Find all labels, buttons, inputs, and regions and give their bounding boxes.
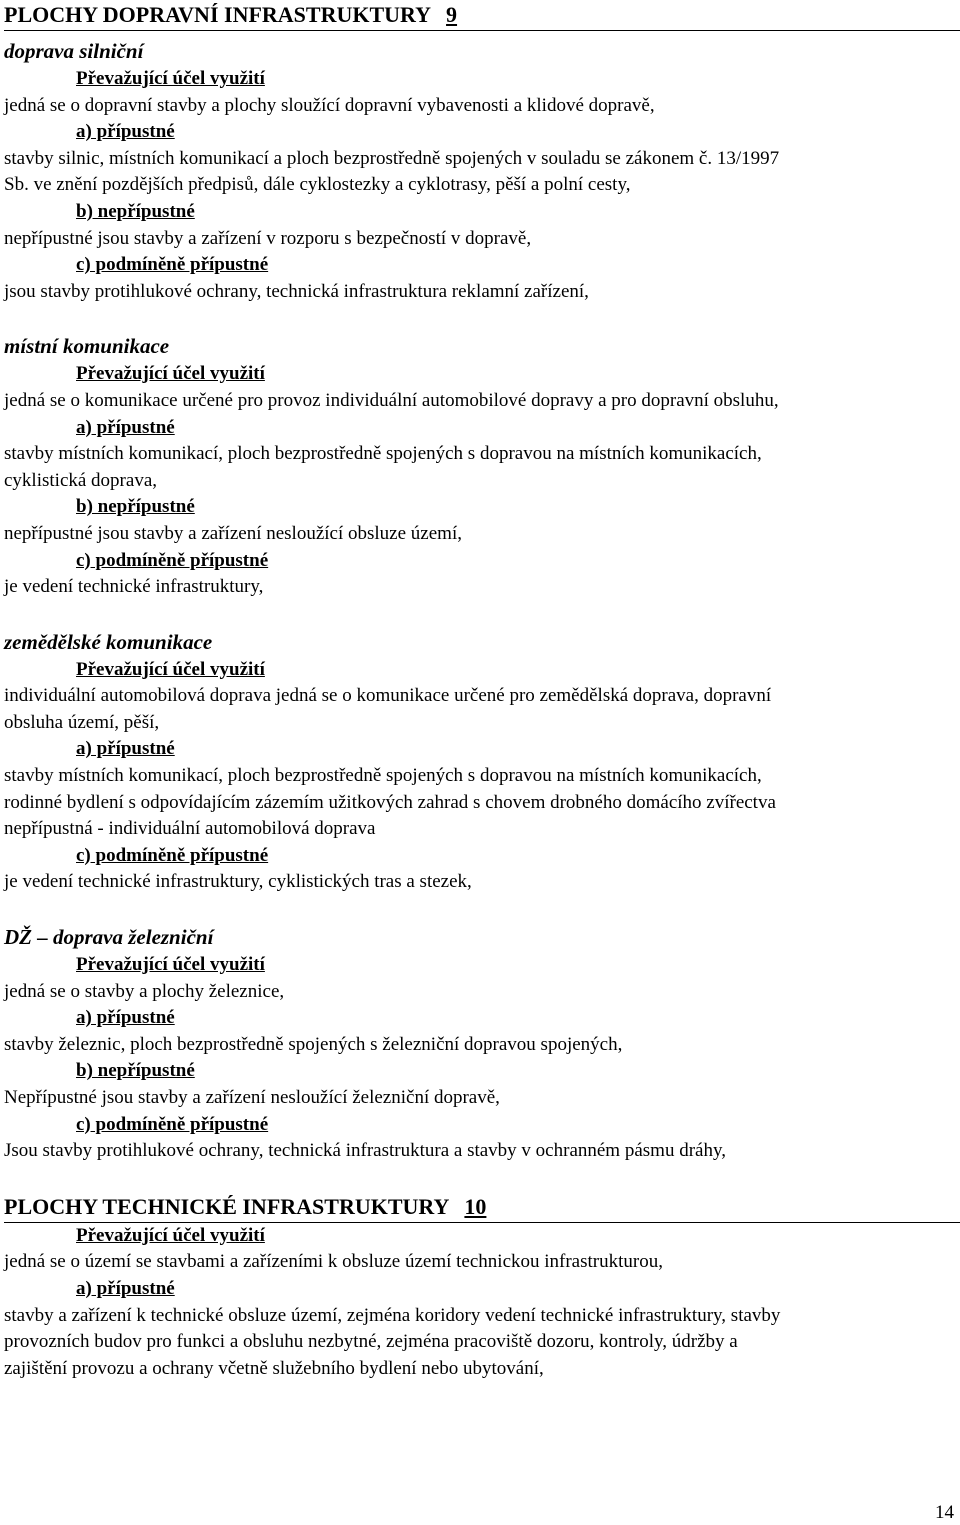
document-page bbox=[4, 0, 960, 1382]
allowed-label: a) přípustné bbox=[76, 738, 175, 760]
forbidden-label: b) nepřípustné bbox=[76, 200, 195, 222]
allowed-label: a) přípustné bbox=[76, 121, 175, 143]
forbidden-text: Nepřípustné jsou stavby a zařízení nesloužící železniční dopravě, bbox=[4, 1087, 500, 1108]
subsection-title-zeleznicni: DŽ – doprava železniční bbox=[4, 925, 214, 950]
allowed-text: stavby místních komunikací, ploch bezprostředně spojených s dopravou na místních komunikacích, bbox=[4, 443, 762, 465]
purpose-text: jedná se o komunikace určené pro provoz individuální automobilové dopravy a pro dopravní obsluhu, bbox=[4, 389, 779, 411]
forbidden-text: nepřípustné jsou stavby a zařízení v rozporu s bezpečností v dopravě, bbox=[4, 227, 532, 249]
allowed-text: nepřípustná - individuální automobilová doprava bbox=[4, 818, 376, 840]
purpose-label: Převažující účel využití bbox=[76, 954, 265, 976]
spacer bbox=[4, 896, 960, 923]
allowed-label: a) přípustné bbox=[76, 1277, 175, 1299]
allowed-text: provozních budov pro funkci a obsluhu nezbytné, zejména pracoviště dozoru, kontroly, údržby a bbox=[4, 1331, 738, 1353]
allowed-label: a) přípustné bbox=[76, 1007, 175, 1029]
allowed-text: cyklistická doprava, bbox=[4, 469, 158, 491]
forbidden-label: b) nepřípustné bbox=[76, 496, 195, 518]
section-title: PLOCHY DOPRAVNÍ INFRASTRUKTURY bbox=[4, 2, 432, 27]
spacer bbox=[4, 601, 960, 628]
subsection-title-mistni: místní komunikace bbox=[4, 334, 170, 359]
forbidden-label: b) nepřípustné bbox=[76, 1060, 195, 1082]
conditional-label: c) podmíněně přípustné bbox=[76, 549, 269, 571]
purpose-text: jedná se o dopravní stavby a plochy sloužící dopravní vybavenosti a klidové dopravě, bbox=[4, 94, 655, 116]
page-number: 14 bbox=[935, 1502, 954, 1523]
purpose-label: Převažující účel využití bbox=[76, 363, 265, 385]
conditional-text: je vedení technické infrastruktury, bbox=[4, 576, 264, 598]
conditional-label: c) podmíněně přípustné bbox=[76, 1113, 269, 1135]
conditional-text: je vedení technické infrastruktury, cyklistických tras a stezek, bbox=[4, 871, 472, 893]
conditional-text: jsou stavby protihlukové ochrany, technická infrastruktura reklamní zařízení, bbox=[4, 280, 589, 302]
allowed-text: stavby železnic, ploch bezprostředně spojených s železniční dopravou spojených, bbox=[4, 1033, 623, 1055]
purpose-label: Převažující účel využití bbox=[76, 1224, 265, 1246]
conditional-text: Jsou stavby protihlukové ochrany, technická infrastruktura a stavby v ochranném pásmu dráhy, bbox=[4, 1140, 726, 1162]
allowed-text: stavby místních komunikací, ploch bezprostředně spojených s dopravou na místních komunikacích, bbox=[4, 765, 762, 787]
section-heading-9 bbox=[4, 0, 960, 31]
allowed-text: stavby a zařízení k technické obsluze území, zejména koridory vedení technické infrastruktury, stavby bbox=[4, 1304, 781, 1326]
purpose-text: individuální automobilová doprava jedná se o komunikace určené pro zemědělská doprava, dopravní bbox=[4, 685, 772, 707]
section-title: PLOCHY TECHNICKÉ INFRASTRUKTURY bbox=[4, 1193, 450, 1219]
section-heading-10 bbox=[4, 1192, 960, 1223]
purpose-label: Převažující účel využití bbox=[76, 68, 265, 89]
spacer bbox=[4, 1165, 960, 1192]
allowed-text: stavby silnic, místních komunikací a ploch bezprostředně spojených v souladu se zákonem č. 13/1997 bbox=[4, 147, 780, 169]
allowed-text: rodinné bydlení s odpovídajícím zázemím užitkových zahrad s chovem drobného domácího zvířectva bbox=[4, 791, 776, 813]
spacer bbox=[4, 305, 960, 332]
forbidden-text: nepřípustné jsou stavby a zařízení nesloužící obsluze území, bbox=[4, 522, 462, 544]
purpose-text: jedná se o území se stavbami a zařízeními k obsluze území technickou infrastrukturou, bbox=[4, 1251, 663, 1273]
allowed-text: zajištění provozu a ochrany včetně služebního bydlení nebo ubytování, bbox=[4, 1357, 544, 1379]
purpose-text: obsluha území, pěší, bbox=[4, 711, 160, 733]
allowed-text: Sb. ve znění pozdějších předpisů, dále cyklostezky a cyklotrasy, pěší a polní cesty, bbox=[4, 174, 631, 196]
purpose-text: jedná se o stavby a plochy železnice, bbox=[4, 980, 285, 1002]
subsection-title-zemedelske: zemědělské komunikace bbox=[4, 629, 213, 654]
section-number: 10 bbox=[464, 1193, 487, 1219]
conditional-label: c) podmíněně přípustné bbox=[76, 254, 269, 276]
section-number: 9 bbox=[446, 2, 458, 27]
subsection-title-silnicni: doprava silniční bbox=[4, 39, 144, 63]
allowed-label: a) přípustné bbox=[76, 416, 175, 438]
purpose-label: Převažující účel využití bbox=[76, 658, 265, 680]
conditional-label: c) podmíněně přípustné bbox=[76, 844, 269, 866]
